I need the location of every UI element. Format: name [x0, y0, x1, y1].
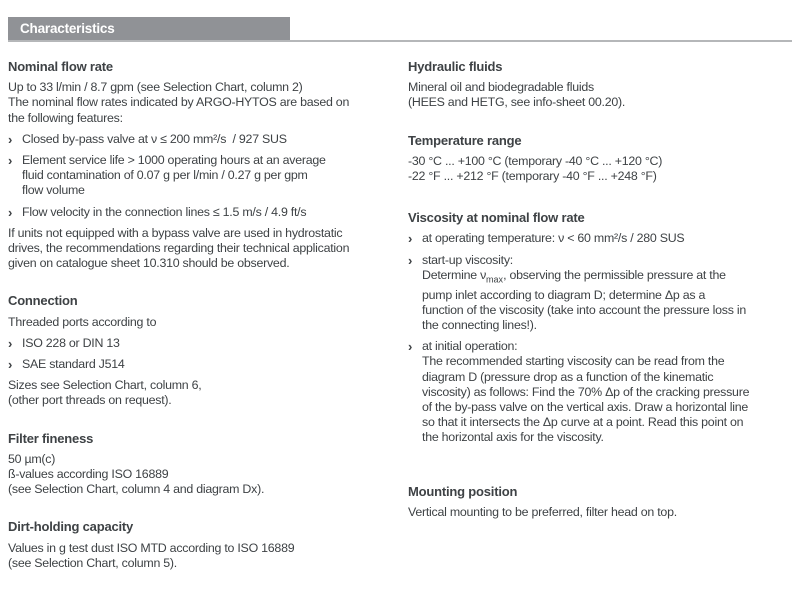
bullet-list: [8, 132, 390, 220]
text-line: the following features:: [8, 110, 123, 125]
text-line: Vertical mounting to be preferred, filter head on top.: [408, 504, 677, 519]
header-band: [8, 17, 792, 42]
bullet-text: [22, 357, 390, 372]
section-hydraulic-fluids: [408, 59, 792, 111]
bullet-chevron-icon: ›: [8, 153, 13, 169]
bullet-item: [8, 357, 390, 372]
text-line: viscosity) as follows: Find the 70% Δp of the cracking pressure: [422, 384, 750, 399]
bullet-item: [8, 132, 390, 147]
text-line: Element service life > 1000 operating hours at an average: [22, 153, 326, 168]
text-line: 50 µm(c): [8, 451, 56, 466]
bullet-text: [22, 153, 390, 199]
text-line: ISO 228 or DIN 13: [22, 335, 120, 350]
section-heading: Dirt-holding capacity: [8, 519, 134, 535]
paragraph: [8, 541, 390, 571]
text-line: -30 °C ... +100 °C (temporary -40 °C ... +120 °C): [408, 153, 663, 168]
text-line: Sizes see Selection Chart, column 6,: [8, 378, 202, 393]
text-line: SAE standard J514: [22, 357, 125, 372]
paragraph: [408, 154, 792, 184]
section-heading: Hydraulic fluids: [408, 59, 503, 74]
text-line: (other port threads on request).: [8, 393, 172, 408]
text-line: -22 °F ... +212 °F (temporary -40 °F ... +248 °F): [408, 169, 657, 184]
bullet-chevron-icon: ›: [408, 339, 413, 355]
bullet-text: [422, 339, 792, 445]
bullet-chevron-icon: ›: [8, 204, 13, 220]
text-line: function of the viscosity (take into account the pressure loss in: [422, 302, 746, 317]
section-connection: [8, 293, 390, 408]
text-line: the connecting lines!).: [422, 317, 537, 332]
bullet-item: [8, 336, 390, 351]
text-line: fluid contamination of 0.07 g per l/min / 0.27 g per gpm: [22, 168, 308, 183]
text-line: ß-values according ISO 16889: [8, 467, 169, 482]
section-viscosity-at-nominal-flow-rate: [408, 210, 792, 445]
paragraph: [8, 80, 390, 126]
text-line: Determine $\nu_{max}$, observing the permissible pressure at the: [422, 267, 726, 285]
text-line: at operating temperature: ν < 60 mm²/s / 280 SUS: [422, 231, 685, 246]
bullet-text: [22, 336, 390, 351]
text-line: diagram D (pressure drop as a function of the kinematic: [422, 369, 714, 384]
text-line: Up to 33 l/min / 8.7 gpm (see Selection Chart, column 2): [8, 80, 303, 95]
paragraph: [8, 315, 390, 330]
section-temperature-range: [408, 133, 792, 185]
section-heading: Connection: [8, 293, 78, 309]
text-line: the horizontal axis for the viscosity.: [422, 430, 604, 445]
section-heading: Filter fineness: [8, 430, 94, 446]
column-left: [8, 59, 390, 571]
text-line: Mineral oil and biodegradable fluids: [408, 80, 594, 95]
characteristics-header-bar: [8, 17, 290, 40]
page-title: Characteristics: [20, 21, 115, 36]
text-line: so that it intersects the Δp curve at a point. Read this point on: [422, 415, 744, 430]
text-line: given on catalogue sheet 10.310 should be observed.: [8, 256, 290, 271]
bullet-chevron-icon: ›: [8, 335, 13, 351]
text-line: (see Selection Chart, column 4 and diagram Dx).: [8, 482, 265, 497]
text-line: The nominal flow rates indicated by ARGO-HYTOS are based on: [8, 95, 350, 110]
section-heading: Viscosity at nominal flow rate: [408, 210, 585, 226]
text-line: of the by-pass valve on the vertical axis. Draw a horizontal line: [422, 399, 749, 414]
text-line: (see Selection Chart, column 5).: [8, 555, 177, 570]
bullet-text: [422, 253, 792, 333]
content-columns: [8, 59, 792, 571]
text-line: Values in g test dust ISO MTD according to ISO 16889: [8, 540, 295, 555]
bullet-chevron-icon: ›: [8, 357, 13, 373]
section-heading: Nominal flow rate: [8, 59, 113, 74]
text-line: (HEES and HETG, see info-sheet 00.20).: [408, 95, 626, 110]
bullet-text: [422, 231, 792, 246]
text-line: at initial operation:: [422, 339, 518, 354]
section-nominal-flow-rate: [8, 59, 390, 271]
bullet-item: [408, 253, 792, 333]
text-line: drives, the recommendations regarding their technical application: [8, 241, 350, 256]
paragraph: [408, 80, 792, 110]
column-right: [408, 59, 792, 571]
section-dirt-holding-capacity: [8, 519, 390, 571]
text-line: Closed by-pass valve at ν ≤ 200 mm²/s / 927 SUS: [22, 131, 287, 146]
section-heading: Mounting position: [408, 483, 518, 499]
bullet-item: [408, 339, 792, 445]
paragraph: [408, 505, 792, 520]
text-line: flow volume: [22, 183, 85, 198]
paragraph: [8, 452, 390, 498]
text-line: Flow velocity in the connection lines ≤ 1.5 m/s / 4.9 ft/s: [22, 204, 307, 219]
bullet-item: [8, 153, 390, 199]
bullet-chevron-icon: ›: [8, 131, 13, 147]
bullet-chevron-icon: ›: [408, 252, 413, 268]
text-line: pump inlet according to diagram D; determine Δp as a: [422, 287, 706, 302]
text-line: start-up viscosity:: [422, 252, 513, 267]
section-heading: Temperature range: [408, 132, 522, 148]
bullet-list: [408, 231, 792, 445]
bullet-list: [8, 336, 390, 372]
bullet-text: [22, 132, 390, 147]
paragraph: [8, 378, 390, 408]
section-filter-fineness: [8, 431, 390, 498]
text-line: The recommended starting viscosity can be read from the: [422, 354, 725, 369]
bullet-text: [22, 205, 390, 220]
text-line: Threaded ports according to: [8, 314, 157, 329]
bullet-chevron-icon: ›: [408, 231, 413, 247]
bullet-item: [408, 231, 792, 246]
bullet-item: [8, 205, 390, 220]
paragraph: [8, 226, 390, 272]
text-line: If units not equipped with a bypass valve are used in hydrostatic: [8, 225, 343, 240]
section-mounting-position: [408, 484, 792, 520]
